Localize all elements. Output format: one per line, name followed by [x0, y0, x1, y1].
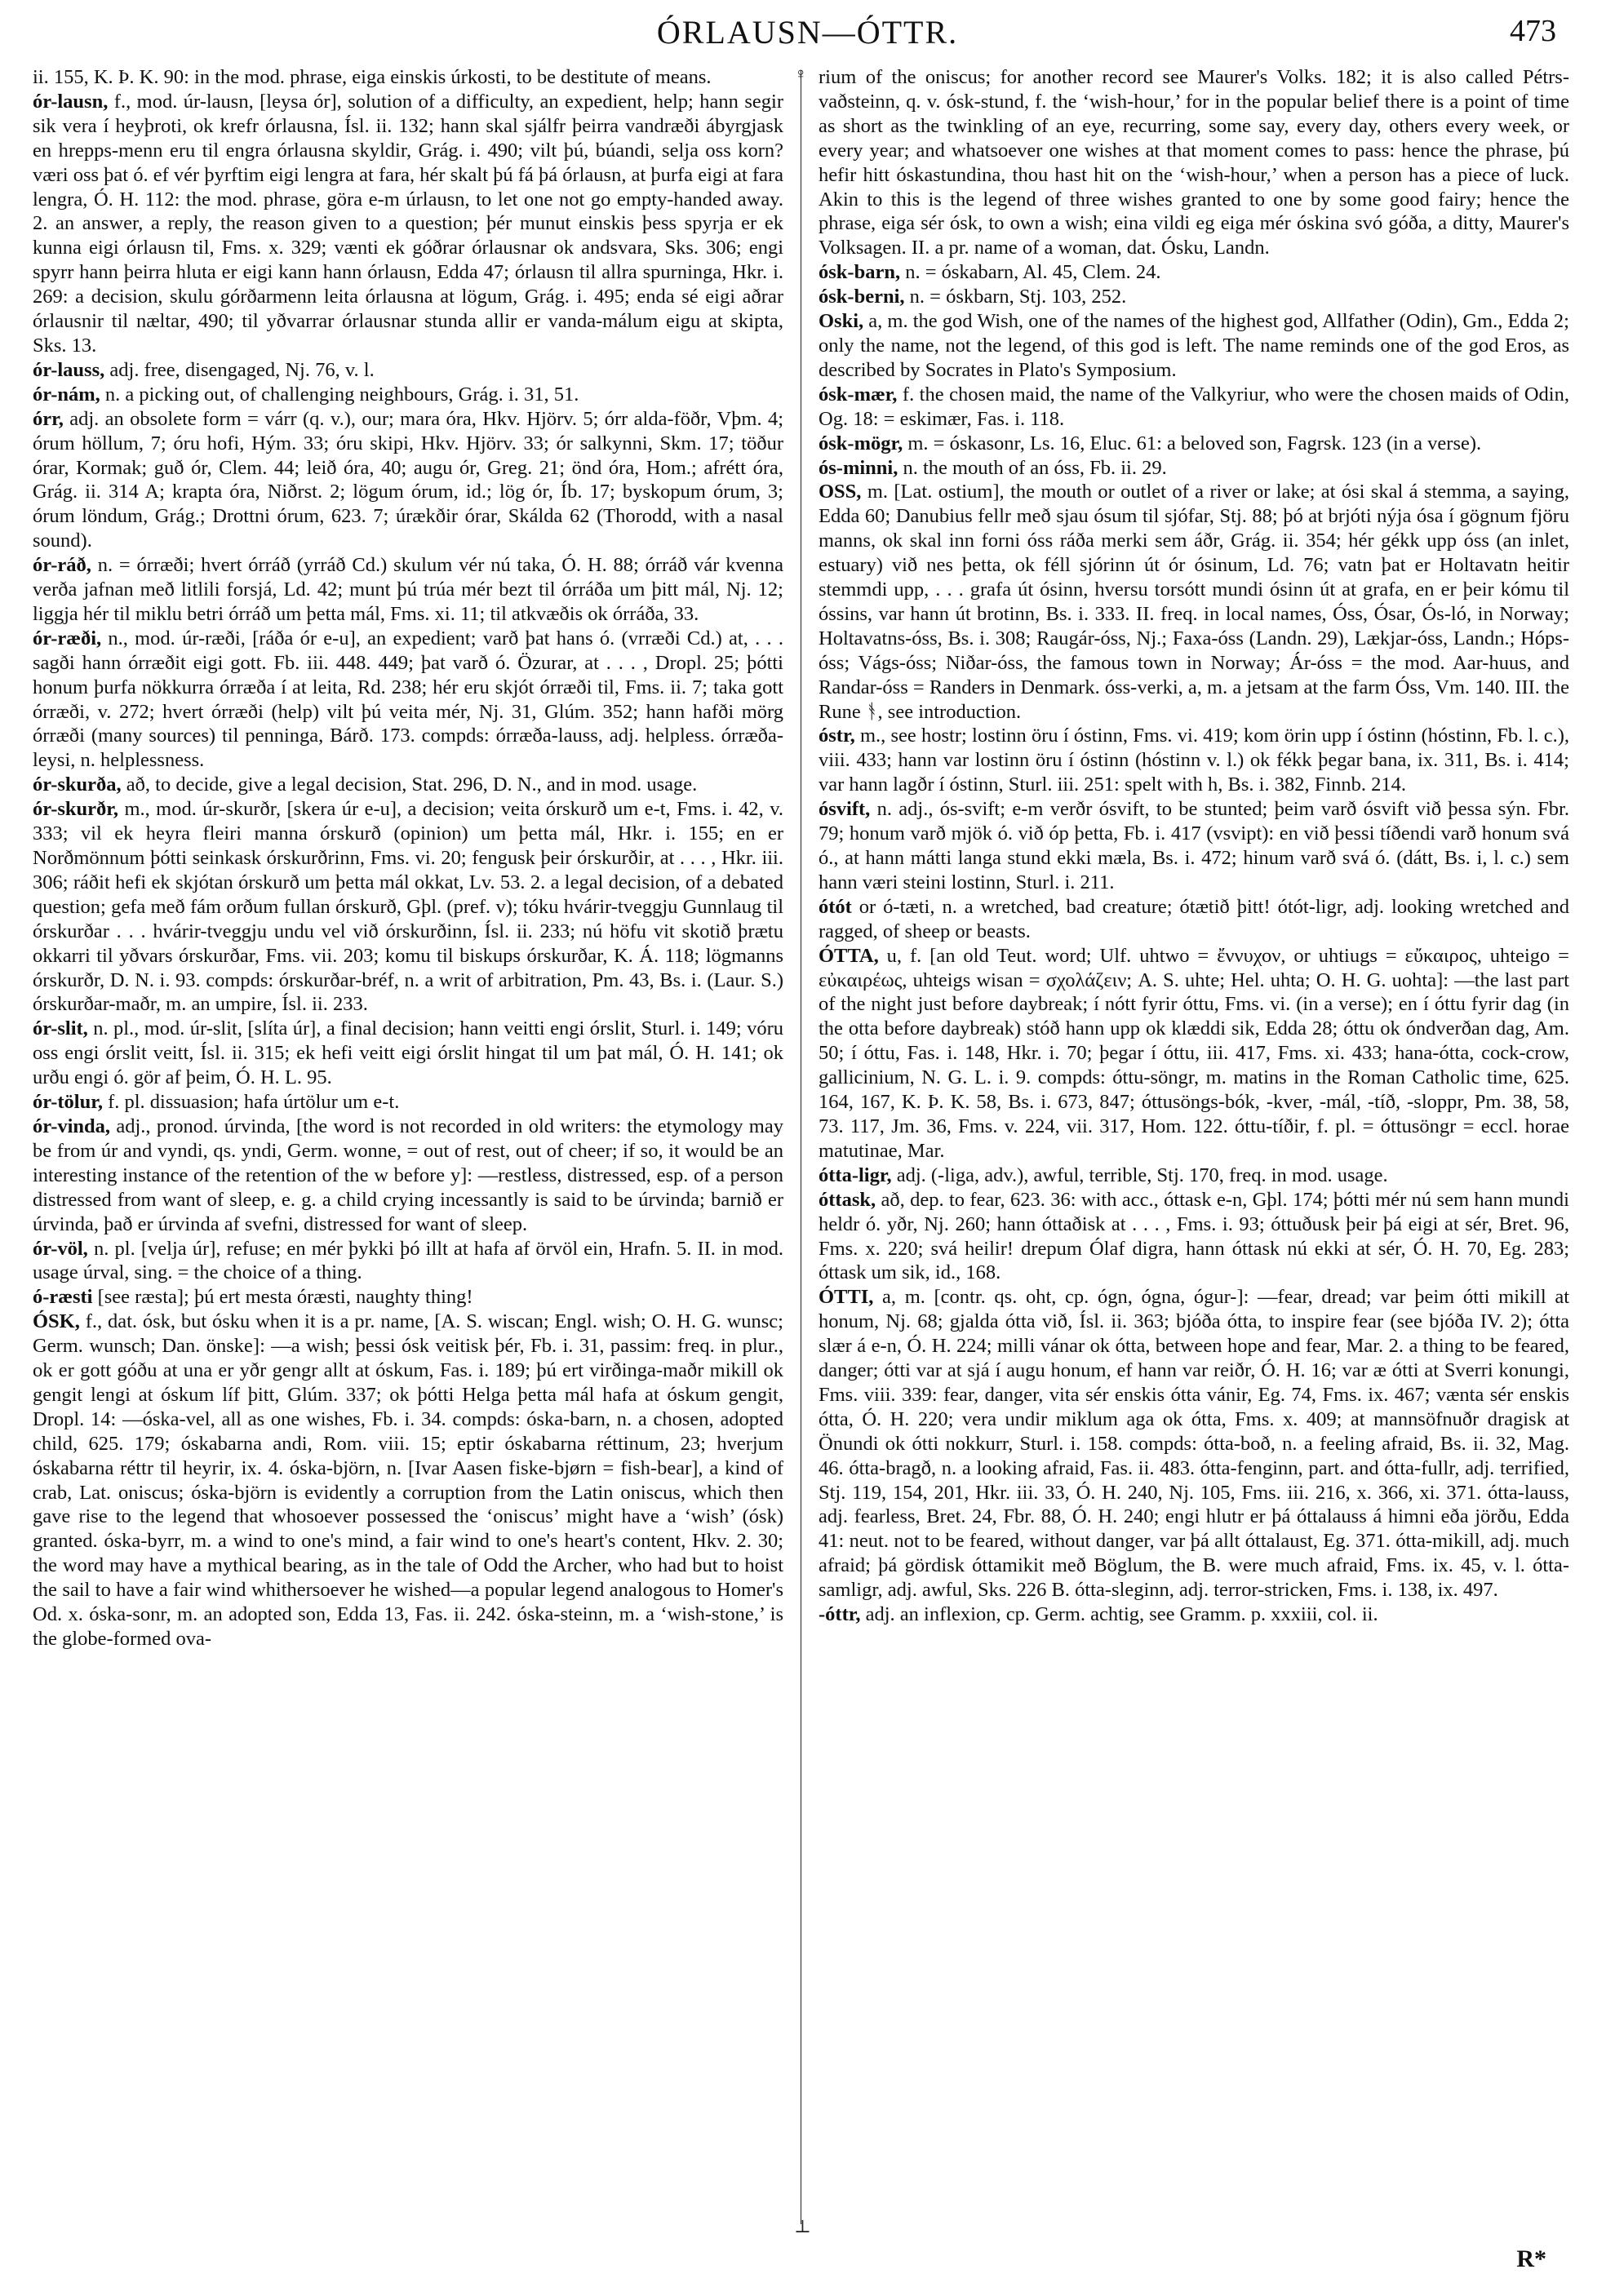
entry-text: m. [Lat. ostium], the mouth or outlet of a river or lake; at ósi skal á stemma, a saying, Edda 60; Danubius fellr með sjau ósum til sjófar, Stj. 88; þó at brjóti nýja ósa í gögnum fjöru manns, ok skal inn forni óss ráða merki sem áðr, Grág. ii. 354; hér gékk upp óss (an inlet, estuary) við nes þetta, ok féll sjórinn út ór ósinum, Ld. 76; vatn þat er Holtavatn heitir stemmdi upp, . . . grafa út ósinn, hversu torsótt mundi ósinn út at grafa, en er þeir kómu til óssins, var hann út brotinn, Bs. i. 333. II. freq. in local names, Óss, Ósar, Ós-ló, in Norway; Holtavatns-óss, Bs. i. 308; Raugár-óss, Nj.; Faxa-óss (Landn. 29), Lækjar-óss, Landn.; Hóps-óss; Vágs-óss; Niðar-óss, the famous town in Norway; Ár-óss = the mod. Aar-huus, and Randar-óss = Randers in Denmark. óss-verki, a, m. a jetsam at the farm Óss, Vm. 140. III. the Rune ᚬ, see introduction. [819, 481, 1569, 723]
divider-ornament-bottom: ⊥ [794, 2216, 811, 2236]
entry-text: a, m. the god Wish, one of the names of the highest god, Allfather (Odin), Gm., Edda 2; only the name, not the legend, of this god is left. The name reminds one of the god Eros, as described by Socrates in Plato's Symposium. [819, 310, 1569, 381]
dictionary-entry [819, 944, 1569, 1164]
dictionary-entry [33, 627, 783, 773]
headword: ósk-barn, [819, 261, 901, 284]
page-header [0, 0, 1615, 57]
headword: ór-vinda, [33, 1115, 111, 1137]
headword: ósk-mögr, [819, 432, 903, 454]
headword: OSS, [819, 481, 862, 503]
entry-text: rium of the oniscus; for another record see Maurer's Volks. 182; it is also called Pétrs-vaðsteinn, q. v. ósk-stund, f. the ‘wish-hour,’ for in the popular belief there is a point of time as short as the twinkling of an eye, recurring, some say, every day, others every week, or every year; and whatsoever one wishes at that moment comes to pass: hence the phrase, þú hefir hitt óskastundina, thou hast hit on the ‘wish-hour,’ when a person has a piece of luck. Akin to this is the legend of three wishes granted to one by some good fairy; hence the phrase, eiga sér ósk, to own a wish; eina vildi eg eiga mér óskina svó góða, a ditty, Maurer's Volksagen. II. a pr. name of a woman, dat. Ósku, Landn. [819, 66, 1569, 259]
entry-text: ii. 155, K. Þ. K. 90: in the mod. phrase, eiga einskis úrkosti, to be destitute of means. [33, 66, 712, 88]
page-number: 473 [1510, 14, 1556, 48]
headword: ÓSK, [33, 1310, 80, 1333]
dictionary-entry [33, 65, 783, 90]
dictionary-entry [33, 553, 783, 627]
dictionary-entry [819, 260, 1569, 285]
entry-text: a, m. [contr. qs. oht, cp. ógn, ógna, ógur-]: —fear, dread; var þeim ótti mikill at honum, Nj. 68; gjalda ótta við, Ísl. ii. 363; bjóða ótta, to inspire fear (see bjóða IV. 2); ótta slær á e-n, Ó. H. 224; milli vánar ok ótta, between hope and fear, Mar. 2. a thing to be feared, danger; ótti var at sjá í augu honum, ef hann var reiðr, Ó. H. 16; var æ ótti at Sverri konungi, Fms. viii. 339: fear, danger, vita sér enskis ótta vánir, Eg. 74, Fms. ix. 467; vænta sér enskis ótta, Ó. H. 220; vera undir miklum aga ok ótta, Fms. x. 409; at mannsöfnuðr dragisk at Önundi ok ótti nokkurr, Sturl. i. 158. compds: ótta-boð, n. a feeling afraid, Bs. ii. 32, Mag. 46. ótta-bragð, n. a looking afraid, Fas. ii. 483. ótta-fenginn, part. and ótta-fullr, adj. terrified, Stj. 119, 154, 201, Hkr. iii. 33, Ó. H. 240, Nj. 105, Fms. iii. 216, x. 366, xi. 371. ótta-lauss, adj. fearless, Bret. 24, Fbr. 88, Ó. H. 240; engi hlutr er þá óttalauss á himni eða jörðu, Edda 41: neut. not to be feared, without danger, var þá allt óttalaust, Eg. 371. ótta-mikill, adj. much afraid; þá gördisk óttamikit með Böglum, the B. were much afraid, Fms. ix. 45, v. l. ótta-samligr, adj. awful, Sks. 226 B. ótta-sleginn, adj. terror-stricken, Fms. i. 138, ix. 497. [819, 1286, 1569, 1602]
entry-text: [see ræsta]; þú ert mesta óræsti, naughty thing! [92, 1286, 473, 1309]
entry-text: n. pl., mod. úr-slit, [slíta úr], a final decision; hann veitti engi órslit, Sturl. i. 149; vóru oss engi órslit veitt, Ísl. ii. 315; ek hefi veitt eigi órslit hingat til um þat mál, Ó. H. 141; ok urðu engi ó. gör af þeim, Ó. H. L. 95. [33, 1017, 783, 1089]
headword: ór-nám, [33, 383, 100, 406]
headword: ótót [819, 895, 852, 918]
headword: ór-tölur, [33, 1091, 103, 1114]
headword: ór-lauss, [33, 358, 105, 381]
headword: ór-skurða, [33, 773, 122, 796]
headword: ór-skurðr, [33, 798, 119, 821]
dictionary-entry [819, 383, 1569, 432]
headword: ór-völ, [33, 1237, 88, 1260]
headword: órr, [33, 407, 64, 430]
signature-mark: R* [1516, 2245, 1546, 2272]
dictionary-entry [33, 90, 783, 358]
dictionary-entry [819, 1164, 1569, 1188]
dictionary-entry [33, 773, 783, 797]
entry-text: n., mod. úr-ræði, [ráða ór e-u], an expedient; varð þat hans ó. (vrræði Cd.) at, . . . sagði hann órræðit eigi gott. Fb. iii. 448. 449; þat varð ó. Özurar, at . . . , Dropl. 25; þótti honum þurfa nökkurra órræða í at leita, Rd. 238; hér eru skjót órræði til, Fms. ii. 7; taka gott órræði, v. 272; hvert órræði (help) vilt þú veita mér, Nj. 31, Glúm. 352; hann hafði mörg órræði (many sources) til penninga, Bárð. 173. compds: órræða-lauss, adj. helpless. órræða-leysi, n. helplessness. [33, 627, 783, 772]
headword: óstr, [819, 725, 855, 747]
entry-text: m. = óskasonr, Ls. 16, Eluc. 61: a beloved son, Fagrsk. 123 (in a verse). [903, 432, 1482, 454]
dictionary-entry [819, 1188, 1569, 1286]
dictionary-entry [33, 1115, 783, 1237]
headword: ÓTTI, [819, 1286, 874, 1309]
entry-text: f., dat. ósk, but ósku when it is a pr. name, [A. S. wiscan; Engl. wish; O. H. G. wunsc; Germ. wunsch; Dan. önske]: —a wish; þessi ósk veitisk þér, Fb. i. 31, passim: freq. in plur., ok er gott góðu at una er yðr gengr allt at óskum, Fas. i. 189; þú ert virðinga-maðr mikill ok gengit lengi at óskum líf þitt, Glúm. 337; ok þótti Helga þetta mál hafa at óskum gengit, Dropl. 14: —óska-vel, all as one wishes, Fb. i. 34. compds: óska-barn, n. a chosen, adopted child, 625. 179; óskabarna andi, Rom. viii. 15; eptir óskabarna réttinum, 23; hverjum óskabarna réttr til heyrir, ix. 4. óska-björn, n. [Ivar Aasen fiske-bjørn = fish-bear], a kind of crab, Lat. oniscus; óska-björn is evidently a corruption from the Latin oniscus, which then gave rise to the legend that whosoever possessed the ‘oniscus’ might have a ‘wish’ (ósk) granted. óska-byrr, m. a wind to one's mind, a fair wind to one's heart's content, Hkv. 2. 30; the word may have a mythical bearing, as in the tale of Odd the Archer, who had but to hoist the sail to have a fair wind whithersoever he wished—a popular legend analogous to Homer's Od. x. óska-sonr, m. an adopted son, Edda 13, Fas. ii. 242. óska-steinn, m. a ‘wish-stone,’ is the globe-formed ova- [33, 1310, 783, 1650]
dictionary-entry [33, 1090, 783, 1115]
headword: ÓTTA, [819, 944, 879, 967]
dictionary-entry [819, 480, 1569, 724]
dictionary-entry [819, 309, 1569, 383]
entry-text: adj. (-liga, adv.), awful, terrible, Stj. 170, freq. in mod. usage. [891, 1164, 1388, 1186]
entry-text: að, to decide, give a legal decision, Stat. 296, D. N., and in mod. usage. [121, 773, 698, 796]
divider-ornament-top: ♀ [794, 64, 808, 84]
entry-text: adj. an obsolete form = várr (q. v.), our; mara óra, Hkv. Hjörv. 5; órr alda-föðr, Vþm. 4; órum höllum, 7; óru hofi, Hým. 33; óru skipi, Hkv. Hjörv. 33; ór salkynni, Skm. 17; töður órar, Kormak; guð ór, Clem. 44; leið óra, 40; augu ór, Greg. 21; önd óra, Hom.; afrétt óra, Grág. ii. 314 A; krapta óra, Niðrst. 2; lögum órum, id.; lög ór, Íb. 17; byskopum órum, 3; órum löndum, Grág.; Drottni órum, 623. 7; úrækðir órar, Skálda 62 (Thorodd, with a nasal sound). [33, 407, 783, 552]
entry-text: u, f. [an old Teut. word; Ulf. uhtwo = ἔννυχον, or uhtiugs = εὔκαιρος, uhteigo = εὐκαιρέως, uhteigs wisan = σχολάζειν; A. S. uhte; Hel. uhta; O. H. G. uohta]: —the last part of the night just before daybreak; í nótt fyrir óttu, Fms. vi. (in a verse); en í óttu fyrir dag (in the otta before daybreak) stóð hann upp ok klæddi sik, Edda 28; óttu ok óndverðan dag, Am. 50; í óttu, Fas. i. 148, Hkr. i. 70; þegar í óttu, iii. 417, Fms. xi. 433; hana-ótta, cock-crow, gallicinium, N. G. L. i. 9. compds: óttu-söngr, m. matins in the Roman Catholic time, 625. 164, 167, K. Þ. K. 58, Bs. i. 673, 847; óttusöngs-bók, -kver, -mál, -tíð, -sloppr, Pm. 38, 58, 73. 117, Jm. 36, Fms. v. 224, vii. 317, Hom. 122. óttu-tíðir, f. pl. = óttusöngr = eccl. horae matutinae, Mar. [819, 944, 1569, 1162]
entry-text: n. adj., ós-svift; e-m verðr ósvift, to be stunted; þeim varð ósvift við þessa sýn. Fbr. 79; honum varð mjök ó. við óp þetta, Fb. i. 417 (vsvipt): en við þessi tíðendi varð honum svá ó., at hann mátti langa stund ekki mæla, Bs. i. 472; hinum varð svá ó. (dátt, Bs. i, l. c.) sem hann væri steini lostinn, Sturl. i. 211. [819, 798, 1569, 893]
entry-text: að, dep. to fear, 623. 36: with acc., óttask e-n, Gþl. 174; þótti mér nú sem hann mundi heldr ó. yðr, Nj. 260; hann óttaðisk at . . . , Fms. i. 93; óttuðusk þeir þá eigi at sér, Bret. 96, Fms. x. 220; svá heilir! drepum Ólaf digra, hann óttask nú ekki at sér, Ó. H. 70, Eg. 283; óttask um sik, id., 168. [819, 1188, 1569, 1284]
entry-text: n. a picking out, of challenging neighbours, Grág. i. 31, 51. [100, 383, 579, 406]
entry-text: m., see hostr; lostinn öru í óstinn, Fms. vi. 419; kom örin upp í óstinn (hóstinn, Fb. l. c.), viii. 433; hann var lostinn öru í óstinn (hóstinn v. l.) ok fékk þegar bana, ix. 311, Bs. i. 414; var hann lagðr í óstinn, Sturl. iii. 251: spelt with h, Bs. i. 382, Finnb. 214. [819, 725, 1569, 796]
dictionary-entry [33, 797, 783, 1017]
entry-text: n. = órræði; hvert órráð (yrráð Cd.) skulum vér nú taka, Ó. H. 88; órráð vár kvenna verða jafnan með litlili forsjá, Ld. 42; munt þú trúa mér bezt til órráða um þitt mál, Nj. 12; liggja hér til miklu betri órráð um þetta mál, Fms. xi. 11; til atkvæðis ok órráða, 33. [33, 554, 783, 625]
dictionary-entry [819, 724, 1569, 797]
headword: ór-slit, [33, 1017, 88, 1040]
headword: -óttr, [819, 1603, 861, 1626]
dictionary-entry [819, 1602, 1569, 1627]
dictionary-entry [33, 358, 783, 383]
dictionary-entry [33, 407, 783, 553]
right-column [819, 65, 1569, 2227]
dictionary-entry [819, 1285, 1569, 1602]
dictionary-entry [33, 1017, 783, 1090]
headword: ós-minni, [819, 456, 898, 479]
headword: ór-ráð, [33, 554, 91, 577]
headword: Oski, [819, 310, 864, 333]
entry-text: n. pl. [velja úr], refuse; en mér þykki þó illt at hafa af örvöl ein, Hrafn. 5. II. in mod. usage úrval, sing. = the choice of a thing. [33, 1237, 783, 1284]
entry-text: n. = óskabarn, Al. 45, Clem. 24. [900, 261, 1161, 284]
dictionary-entry [819, 432, 1569, 456]
entry-text: f. the chosen maid, the name of the Valkyriur, who were the chosen maids of Odin, Og. 18: = eskimær, Fas. i. 118. [819, 383, 1569, 430]
headword: ósk-berni, [819, 286, 905, 308]
entry-text: f. pl. dissuasion; hafa úrtölur um e-t. [102, 1091, 400, 1114]
dictionary-entry [33, 1237, 783, 1286]
dictionary-entry [819, 895, 1569, 944]
dictionary-entry [819, 285, 1569, 309]
headword: óttask, [819, 1188, 876, 1211]
dictionary-entry [33, 1285, 783, 1310]
dictionary-entry [819, 456, 1569, 481]
entry-text: n. = óskbarn, Stj. 103, 252. [904, 286, 1127, 308]
left-column [33, 65, 783, 2227]
entry-text: adj., pronod. úrvinda, [the word is not recorded in old writers: the etymology may be from úr and vyndi, qs. yndi, Germ. wonne, = out of rest, out of cheer; if so, it would be an interesting instance of the retention of the w before y]: —restless, distressed, esp. of a person distressed from want of sleep, e. g. a child crying incessantly is said to be úrvinda; barnið er úrvinda, það er úrvinda af svefni, distressed for want of sleep. [33, 1115, 783, 1235]
entry-text: adj. an inflexion, cp. Germ. achtig, see Gramm. p. xxxiii, col. ii. [860, 1603, 1378, 1626]
dictionary-entry [819, 797, 1569, 895]
headword: ósvift, [819, 798, 871, 821]
headword: ór-ræði, [33, 627, 102, 649]
entry-text: adj. free, disengaged, Nj. 76, v. l. [104, 358, 375, 381]
running-title: ÓRLAUSN—ÓTTR. [656, 14, 959, 51]
headword: ósk-mær, [819, 383, 898, 406]
entry-text: or ó-tæti, n. a wretched, bad creature; ótætið þitt! ótót-ligr, adj. looking wretched and ragged, of sheep or beasts. [819, 895, 1569, 942]
dictionary-entry [33, 1310, 783, 1651]
entry-text: n. the mouth of an óss, Fb. ii. 29. [898, 456, 1167, 479]
headword: ó-ræsti [33, 1286, 93, 1309]
headword: ótta-ligr, [819, 1164, 892, 1186]
entry-text: m., mod. úr-skurðr, [skera úr e-u], a decision; veita órskurð um e-t, Fms. i. 42, v. 333; vil ek heyra fleiri manna órskurð (opinion) um þetta mál, Hkr. i. 155; en er Norðmönnum þótti seinkask órskurðrinn, Fms. vi. 20; fengusk þeir órskurðir, at . . . , Hkr. iii. 306; ráðit hefi ek skjótan órskurð um þetta mál okkat, Lv. 53. 2. a legal decision, of a debated question; gefa með fám orðum fullan órskurð, Gþl. (pref. v); tóku hvárir-tveggju Gunnlaug til órskurðar . . . hvárir-tveggju undu vel við órskurðinn, Ísl. ii. 233; nú höfu vit skotið þrætu okkarri til yðvars órskurðar, Fms. vii. 203; komu til biskups órskurðar, K. Á. 118; lögmanns órskurðr, D. N. i. 93. compds: órskurðar-bréf, n. a writ of arbitration, Pm. 43, Bs. i. (Laur. S.) órskurðar-maðr, m. an umpire, Ísl. ii. 233. [33, 798, 783, 1016]
dictionary-entry [819, 65, 1569, 260]
entry-text: f., mod. úr-lausn, [leysa ór], solution of a difficulty, an expedient, help; hann segir sik vera í heyþroti, ok krefr órlausna, Ísl. ii. 132; hann skal sjálfr þeirra vandræði ábyrgjask en hrepps-menn eru til engra órlausna skyldir, Grág. i. 490; vilt þú, búandi, selja oss korn? væri oss þat ó. ef vér þyrftim eigi lengra at fara, hér skalt þú fá þá órlausn, at þurfa eigi at fara lengra, Ó. H. 112: the mod. phrase, göra e-m úrlausn, to let one not go empty-handed away. 2. an answer, a reply, the reason given to a question; þér munut einskis þess spyrja er ek kunna eigi órlausn til, Fms. x. 329; vænti ek góðrar órlausnar ok andsvara, Sks. 306; engi spyrr hann þeirra hluta er eigi kann hann órlausn, Edda 47; órlausn til allra spurninga, Hkr. i. 269: a decision, skulu górðarmenn leita órlausna at lögum, Grág. i. 495; enda sé eigi aðrar órlausnir til næltar, 490; til yðvarrar órlausnar stunda allir er vanda-málum eigu at skipta, Sks. 13. [33, 90, 783, 357]
dictionary-entry [33, 383, 783, 407]
headword: ór-lausn, [33, 90, 109, 113]
